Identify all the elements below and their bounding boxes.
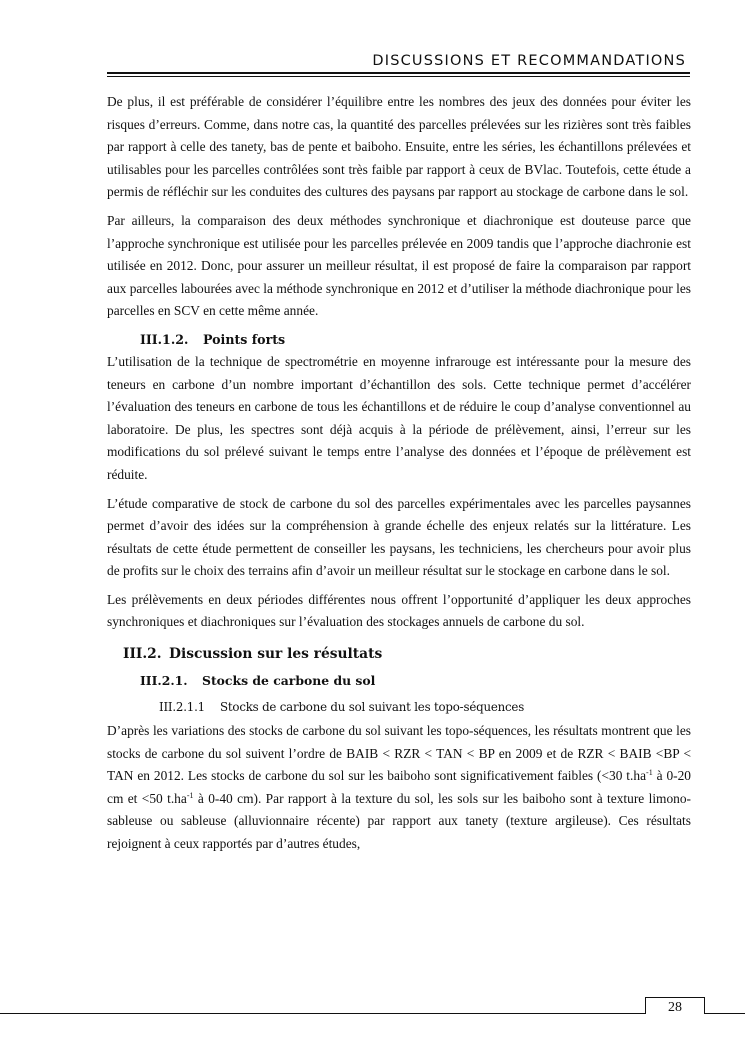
heading-discussion-resultats: [107, 642, 691, 666]
paragraph-6-part-b: à 0-20 cm et <50 t.ha: [107, 768, 692, 806]
heading-number: III.2.: [123, 646, 162, 663]
running-header: [107, 52, 690, 76]
paragraph-2: Par ailleurs, la comparaison des deux méthodes synchronique et diachronique est douteuse parce que l’approche synchronique est utilisée pour les parcelles prélevée en 2009 tandis que l’approche diachronie est utilisée en 2012. Donc, pour assurer un meilleur résultat, il est proposé de faire la comparaison par rapport aux parcelles labourées avec la méthode synchronique en 2012 et d’utiliser la méthode diachronique pour les parcelles en SCV en cette même année.: [107, 212, 691, 319]
heading-points-forts: [107, 329, 691, 351]
paragraph-1: De plus, il est préférable de considérer l’équilibre entre les nombres des jeux des données pour éviter les risques d’erreurs. Comme, dans notre cas, la quantité des parcelles prélevées sur les rizières sont très faibles par rapport à celle des tanety, bas de pente et baiboho. Ensuite, entre les séries, les échantillons prélevées et utilisables pour les parcelles contrôlées sont très faible par rapport à ceux de BVlac. Toutefois, cette étude a permis de réfléchir sur les conduites des cultures des paysans par rapport au stockage de carbone dans le sol.: [107, 94, 691, 200]
header-title: DISCUSSIONS ET RECOMMANDATIONS: [372, 53, 686, 69]
heading-title: Stocks de carbone du sol suivant les topo-séquences: [220, 700, 525, 715]
paragraph-3: L’utilisation de la technique de spectrométrie en moyenne infrarouge est intéressante pour la mesure des teneurs en carbone d’un nombre important d’échantillon des sols. Cette technique permet d’accélérer l’évaluation des teneurs en carbone de tous les échantillons et de réduire le coup d’analyse conventionnel au laboratoire. De plus, les spectres sont déjà acquis à la période de prélèvement, ainsi, l’erreur sur les modifications du sol prélevé suivant le temps entre l’analyse des données et l’époque de prélèvement est réduite.: [107, 353, 691, 482]
heading-title: Discussion sur les résultats: [169, 646, 383, 663]
header-rule: [107, 72, 690, 74]
paragraph-6-part-a: D’après les variations des stocks de carbone du sol suivant les topo-séquences, les résultats montrent que les stocks de carbone du sol suivent l’ordre de BAIB < RZR < TAN < BP en 2009 et de RZR < BAIB <BP < TAN en 2012. Les stocks de carbone du sol sur les baiboho sont significativement faibles (<30 t.ha: [107, 723, 691, 784]
footer-rule: [0, 1013, 745, 1014]
heading-number: III.2.1.1: [159, 700, 205, 715]
superscript: -1: [186, 790, 194, 800]
paragraph-4: L’étude comparative de stock de carbone du sol des parcelles expérimentales avec les parcelles paysannes permet d’avoir des idées sur la compréhension à grande échelle des enjeux relatés sur la littérature. Les résultats de cette étude permettent de conseiller les paysans, les techniciens, les chercheurs pour avoir plus de profits sur le choix des terrains afin d’avoir un meilleur résultat sur le stockage en carbone dans le sol.: [107, 495, 691, 579]
superscript: -1: [646, 768, 653, 778]
paragraph-6-part-c: à 0-40 cm). Par rapport à la texture du sol, les sols sur les baiboho sont à texture limono-sableuse ou sableuse (alluvionnaire récente) par rapport aux tanety (texture argileuse). Ces résultats rejoignent à ceux rapportés par d’autres études,: [107, 790, 691, 852]
paragraph-6: [107, 720, 691, 856]
heading-stocks-carbone: [107, 670, 691, 692]
heading-title: Points forts: [203, 331, 286, 347]
page-number: 28: [645, 997, 705, 1014]
header-rule-thin: [107, 76, 690, 77]
heading-number: III.2.1.: [140, 673, 188, 689]
page-body: [107, 91, 691, 862]
heading-number: III.1.2.: [140, 331, 189, 347]
paragraph-5: Les prélèvements en deux périodes différentes nous offrent l’opportunité d’appliquer les deux approches synchroniques et diachroniques sur l’évaluation des stockages annuels de carbone du sol.: [107, 591, 691, 630]
heading-topo-sequences: [107, 696, 691, 718]
heading-title: Stocks de carbone du sol: [202, 673, 376, 689]
